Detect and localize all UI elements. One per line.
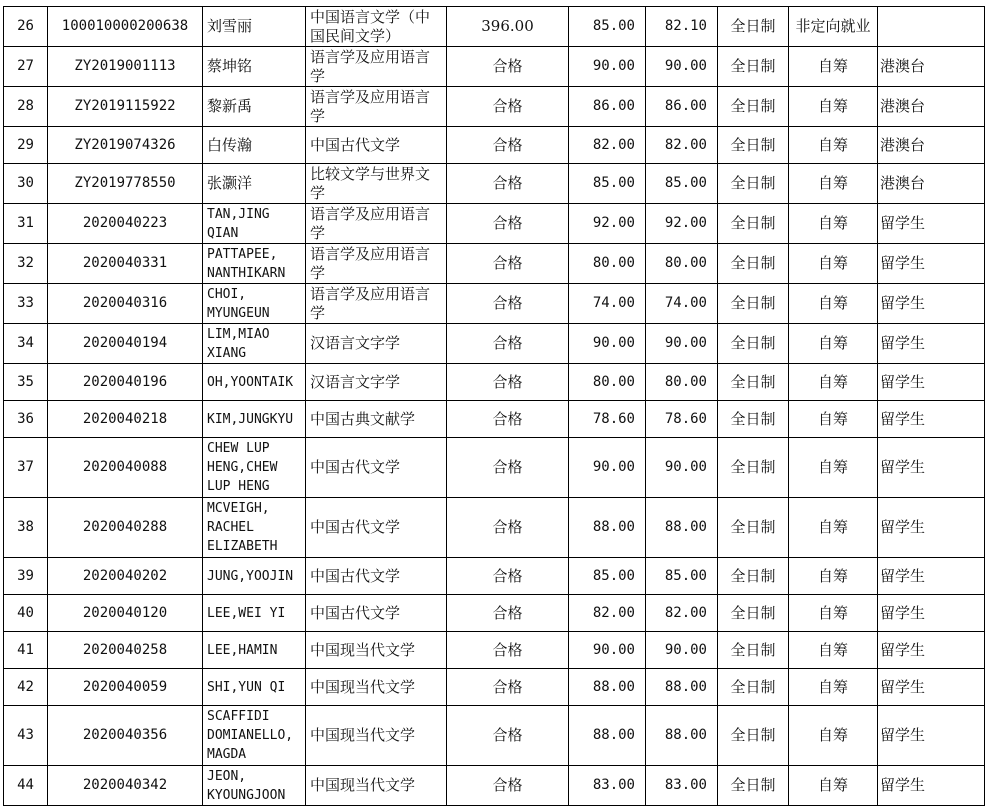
cell-funding-type: 自筹 [789,164,878,204]
cell-row-number: 40 [4,595,48,632]
cell-funding-type: 自筹 [789,47,878,87]
cell-candidate-id: 2020040316 [48,284,203,324]
cell-retest-score: 92.00 [569,204,646,244]
cell-initial-score: 合格 [447,164,569,204]
cell-study-mode: 全日制 [718,87,789,127]
cell-initial-score: 合格 [447,324,569,364]
cell-funding-type: 自筹 [789,244,878,284]
cell-study-mode: 全日制 [718,324,789,364]
cell-candidate-id: 2020040088 [48,438,203,498]
cell-name: 白传瀚 [203,127,306,164]
cell-total-score: 80.00 [646,244,718,284]
cell-row-number: 41 [4,632,48,669]
cell-candidate-id: 2020040218 [48,401,203,438]
cell-candidate-id: ZY2019115922 [48,87,203,127]
cell-name: LEE,HAMIN [203,632,306,669]
cell-total-score: 88.00 [646,706,718,766]
cell-study-mode: 全日制 [718,164,789,204]
cell-major: 中国古代文学 [306,438,447,498]
cell-remark: 港澳台 [878,164,985,204]
cell-total-score: 90.00 [646,47,718,87]
cell-funding-type: 自筹 [789,632,878,669]
cell-initial-score: 合格 [447,87,569,127]
cell-retest-score: 74.00 [569,284,646,324]
cell-row-number: 31 [4,204,48,244]
cell-study-mode: 全日制 [718,7,789,47]
cell-name: LEE,WEI YI [203,595,306,632]
table-row [4,284,985,324]
cell-major: 中国古典文献学 [306,401,447,438]
cell-remark: 留学生 [878,438,985,498]
cell-candidate-id: 100010000200638 [48,7,203,47]
cell-major: 语言学及应用语言 学 [306,244,447,284]
cell-major: 语言学及应用语言 学 [306,87,447,127]
cell-retest-score: 85.00 [569,164,646,204]
cell-name: SHI,YUN QI [203,669,306,706]
cell-candidate-id: 2020040258 [48,632,203,669]
table-row [4,438,985,498]
cell-initial-score: 合格 [447,632,569,669]
cell-study-mode: 全日制 [718,558,789,595]
cell-total-score: 88.00 [646,669,718,706]
table-row [4,401,985,438]
cell-retest-score: 90.00 [569,632,646,669]
cell-funding-type: 自筹 [789,364,878,401]
cell-row-number: 38 [4,498,48,558]
cell-major: 比较文学与世界文 学 [306,164,447,204]
cell-name: 蔡坤铭 [203,47,306,87]
cell-retest-score: 85.00 [569,558,646,595]
cell-remark: 港澳台 [878,47,985,87]
cell-total-score: 74.00 [646,284,718,324]
table-row [4,595,985,632]
cell-row-number: 36 [4,401,48,438]
cell-study-mode: 全日制 [718,595,789,632]
cell-total-score: 82.00 [646,127,718,164]
cell-major: 中国现当代文学 [306,706,447,766]
cell-study-mode: 全日制 [718,244,789,284]
table-row [4,47,985,87]
cell-funding-type: 自筹 [789,558,878,595]
cell-initial-score: 合格 [447,244,569,284]
cell-total-score: 88.00 [646,498,718,558]
cell-retest-score: 90.00 [569,438,646,498]
cell-initial-score: 合格 [447,204,569,244]
cell-candidate-id: ZY2019074326 [48,127,203,164]
cell-funding-type: 自筹 [789,87,878,127]
cell-initial-score: 合格 [447,766,569,806]
cell-retest-score: 88.00 [569,669,646,706]
cell-candidate-id: 2020040202 [48,558,203,595]
cell-retest-score: 83.00 [569,766,646,806]
cell-study-mode: 全日制 [718,401,789,438]
table-body [4,7,985,806]
cell-remark: 留学生 [878,766,985,806]
cell-name: JUNG,YOOJIN [203,558,306,595]
cell-name: PATTAPEE, NANTHIKARN [203,244,306,284]
cell-total-score: 83.00 [646,766,718,806]
table-row [4,7,985,47]
cell-total-score: 90.00 [646,438,718,498]
cell-funding-type: 自筹 [789,324,878,364]
cell-major: 中国古代文学 [306,558,447,595]
cell-row-number: 34 [4,324,48,364]
cell-candidate-id: 2020040331 [48,244,203,284]
cell-total-score: 90.00 [646,632,718,669]
table-row [4,766,985,806]
cell-remark: 留学生 [878,558,985,595]
cell-study-mode: 全日制 [718,438,789,498]
cell-initial-score: 合格 [447,558,569,595]
cell-study-mode: 全日制 [718,284,789,324]
cell-initial-score: 合格 [447,47,569,87]
cell-study-mode: 全日制 [718,632,789,669]
cell-name: 刘雪丽 [203,7,306,47]
cell-candidate-id: ZY2019778550 [48,164,203,204]
cell-remark: 港澳台 [878,87,985,127]
cell-row-number: 37 [4,438,48,498]
table-row [4,558,985,595]
cell-remark: 留学生 [878,204,985,244]
cell-initial-score: 合格 [447,498,569,558]
cell-retest-score: 88.00 [569,498,646,558]
cell-funding-type: 自筹 [789,766,878,806]
cell-major: 语言学及应用语言 学 [306,204,447,244]
cell-remark: 留学生 [878,324,985,364]
cell-candidate-id: 2020040059 [48,669,203,706]
cell-row-number: 29 [4,127,48,164]
cell-row-number: 35 [4,364,48,401]
cell-name: LIM,MIAO XIANG [203,324,306,364]
cell-remark [878,7,985,47]
cell-funding-type: 自筹 [789,706,878,766]
cell-retest-score: 88.00 [569,706,646,766]
cell-remark: 留学生 [878,284,985,324]
cell-retest-score: 82.00 [569,127,646,164]
cell-row-number: 43 [4,706,48,766]
cell-initial-score: 合格 [447,438,569,498]
cell-total-score: 86.00 [646,87,718,127]
cell-total-score: 82.00 [646,595,718,632]
cell-remark: 港澳台 [878,127,985,164]
cell-funding-type: 自筹 [789,204,878,244]
cell-name: OH,YOONTAIK [203,364,306,401]
cell-row-number: 42 [4,669,48,706]
cell-total-score: 78.60 [646,401,718,438]
cell-initial-score: 合格 [447,284,569,324]
cell-remark: 留学生 [878,632,985,669]
cell-remark: 留学生 [878,498,985,558]
cell-name: TAN,JING QIAN [203,204,306,244]
cell-study-mode: 全日制 [718,364,789,401]
admission-table [3,6,985,806]
cell-remark: 留学生 [878,595,985,632]
table-row [4,127,985,164]
table-row [4,669,985,706]
cell-remark: 留学生 [878,244,985,284]
cell-total-score: 90.00 [646,324,718,364]
cell-row-number: 33 [4,284,48,324]
cell-major: 中国古代文学 [306,498,447,558]
cell-study-mode: 全日制 [718,706,789,766]
cell-major: 中国语言文学（中 国民间文学） [306,7,447,47]
cell-retest-score: 80.00 [569,364,646,401]
cell-candidate-id: 2020040356 [48,706,203,766]
cell-study-mode: 全日制 [718,204,789,244]
table-row [4,87,985,127]
table-row [4,324,985,364]
cell-major: 语言学及应用语言 学 [306,47,447,87]
cell-funding-type: 自筹 [789,669,878,706]
table-row [4,498,985,558]
cell-major: 中国现当代文学 [306,766,447,806]
cell-initial-score: 396.00 [447,7,569,47]
cell-row-number: 26 [4,7,48,47]
cell-major: 中国现当代文学 [306,632,447,669]
cell-funding-type: 自筹 [789,498,878,558]
cell-row-number: 27 [4,47,48,87]
cell-name: SCAFFIDI DOMIANELLO, MAGDA [203,706,306,766]
cell-major: 中国古代文学 [306,595,447,632]
cell-row-number: 39 [4,558,48,595]
cell-study-mode: 全日制 [718,127,789,164]
cell-candidate-id: 2020040342 [48,766,203,806]
cell-initial-score: 合格 [447,595,569,632]
cell-major: 汉语言文字学 [306,324,447,364]
table-row [4,706,985,766]
cell-retest-score: 86.00 [569,87,646,127]
cell-total-score: 85.00 [646,164,718,204]
cell-remark: 留学生 [878,706,985,766]
cell-name: 张灏洋 [203,164,306,204]
cell-funding-type: 自筹 [789,284,878,324]
cell-name: 黎新禹 [203,87,306,127]
table-row [4,204,985,244]
cell-funding-type: 非定向就业 [789,7,878,47]
cell-name: JEON, KYOUNGJOON [203,766,306,806]
cell-retest-score: 90.00 [569,47,646,87]
cell-study-mode: 全日制 [718,669,789,706]
cell-funding-type: 自筹 [789,127,878,164]
cell-total-score: 92.00 [646,204,718,244]
cell-major: 中国现当代文学 [306,669,447,706]
cell-candidate-id: ZY2019001113 [48,47,203,87]
cell-retest-score: 90.00 [569,324,646,364]
table-row [4,164,985,204]
cell-candidate-id: 2020040194 [48,324,203,364]
cell-initial-score: 合格 [447,669,569,706]
cell-funding-type: 自筹 [789,438,878,498]
cell-initial-score: 合格 [447,401,569,438]
cell-funding-type: 自筹 [789,401,878,438]
cell-major: 中国古代文学 [306,127,447,164]
cell-major: 汉语言文字学 [306,364,447,401]
cell-remark: 留学生 [878,364,985,401]
cell-total-score: 80.00 [646,364,718,401]
cell-initial-score: 合格 [447,706,569,766]
cell-row-number: 44 [4,766,48,806]
cell-funding-type: 自筹 [789,595,878,632]
cell-remark: 留学生 [878,401,985,438]
cell-major: 语言学及应用语言 学 [306,284,447,324]
cell-candidate-id: 2020040223 [48,204,203,244]
table-row [4,244,985,284]
cell-initial-score: 合格 [447,127,569,164]
cell-total-score: 85.00 [646,558,718,595]
cell-name: KIM,JUNGKYU [203,401,306,438]
cell-remark: 留学生 [878,669,985,706]
cell-study-mode: 全日制 [718,47,789,87]
cell-retest-score: 78.60 [569,401,646,438]
cell-study-mode: 全日制 [718,766,789,806]
cell-candidate-id: 2020040120 [48,595,203,632]
cell-row-number: 30 [4,164,48,204]
table-row [4,364,985,401]
table-row [4,632,985,669]
cell-retest-score: 82.00 [569,595,646,632]
cell-candidate-id: 2020040288 [48,498,203,558]
cell-candidate-id: 2020040196 [48,364,203,401]
cell-retest-score: 85.00 [569,7,646,47]
cell-name: CHEW LUP HENG,CHEW LUP HENG [203,438,306,498]
admission-list-document [3,6,985,806]
cell-initial-score: 合格 [447,364,569,401]
cell-name: CHOI, MYUNGEUN [203,284,306,324]
cell-total-score: 82.10 [646,7,718,47]
cell-study-mode: 全日制 [718,498,789,558]
cell-row-number: 28 [4,87,48,127]
cell-name: MCVEIGH, RACHEL ELIZABETH [203,498,306,558]
cell-row-number: 32 [4,244,48,284]
cell-retest-score: 80.00 [569,244,646,284]
